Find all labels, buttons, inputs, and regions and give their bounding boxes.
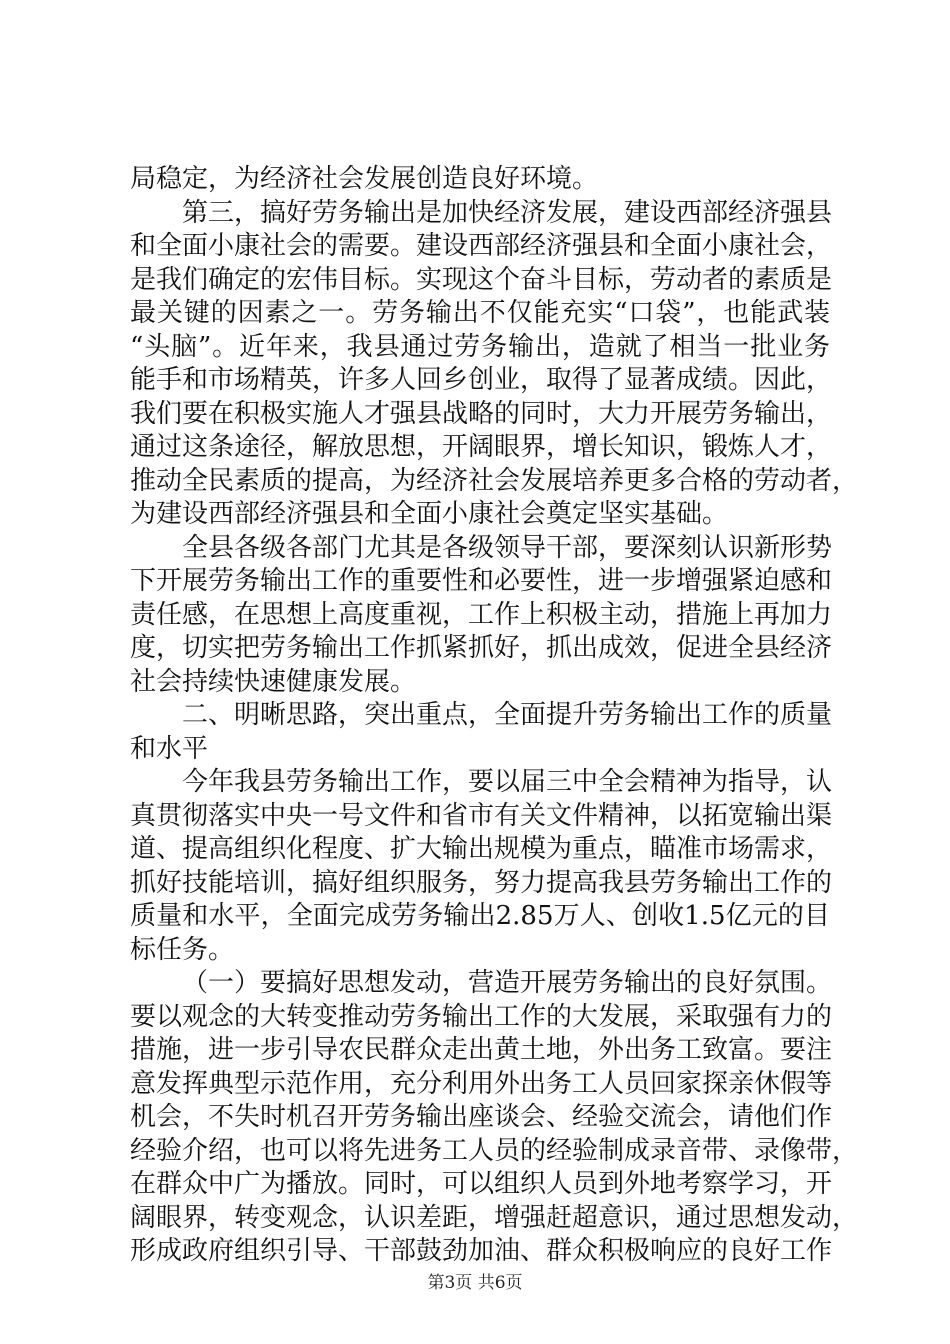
text-line: 最关键的因素之一。劳务输出不仅能充实“口袋”，也能武装 <box>130 298 830 328</box>
text-line: 形成政府组织引导、干部鼓劲加油、群众积极响应的良好工作 <box>130 1236 833 1266</box>
page-number-footer: 第3页 共6页 <box>427 1273 523 1293</box>
text-line: 机会，不失时机召开劳务输出座谈会、经验交流会，请他们作 <box>130 1102 833 1132</box>
text-line: 质量和水平，全面完成劳务输出2.85万人、创收1.5亿元的目 <box>130 901 830 931</box>
text-line: 二、明晰思路，突出重点，全面提升劳务输出工作的质量 <box>182 700 833 730</box>
text-line: 意发挥典型示范作用，充分利用外出务工人员回家探亲休假等 <box>130 1068 833 1099</box>
text-line: （一）要搞好思想发动，营造开展劳务输出的良好氛围。 <box>182 968 833 998</box>
text-line: 阔眼界，转变观念，认识差距，增强赶超意识，通过思想发动， <box>130 1202 859 1233</box>
text-line: 推动全民素质的提高，为经济社会发展培养更多合格的劳动者， <box>130 465 859 496</box>
text-line: 度，切实把劳务输出工作抓紧抓好，抓出成效，促进全县经济 <box>130 633 833 663</box>
text-line: 标任务。 <box>130 934 235 965</box>
text-line: 社会持续快速健康发展。 <box>130 666 417 697</box>
text-line: 是我们确定的宏伟目标。实现这个奋斗目标，劳动者的素质是 <box>130 264 833 295</box>
text-line: 我们要在积极实施人才强县战略的同时，大力开展劳务输出， <box>130 398 833 429</box>
text-line: 真贯彻落实中央一号文件和省市有关文件精神，以拓宽输出渠 <box>130 800 833 831</box>
text-line: 今年我县劳务输出工作，要以届三中全会精神为指导，认 <box>182 767 833 797</box>
text-line: “头脑”。近年来，我县通过劳务输出，造就了相当一批业务 <box>130 331 830 362</box>
text-line: 全县各级各部门尤其是各级领导干部，要深刻认识新形势 <box>182 532 833 563</box>
text-line: 责任感，在思想上高度重视，工作上积极主动，措施上再加力 <box>130 599 833 630</box>
text-line: 在群众中广为播放。同时，可以组织人员到外地考察学习，开 <box>130 1169 833 1199</box>
text-line: 经验介绍，也可以将先进务工人员的经验制成录音带、录像带， <box>130 1135 859 1166</box>
text-line: 要以观念的大转变推动劳务输出工作的大发展，采取强有力的 <box>130 1001 833 1032</box>
text-line: 通过这条途径，解放思想，开阔眼界，增长知识，锻炼人才， <box>130 432 833 462</box>
body-text <box>130 163 859 1269</box>
text-line: 道、提高组织化程度、扩大输出规模为重点，瞄准市场需求， <box>130 834 833 864</box>
text-line: 抓好技能培训，搞好组织服务，努力提高我县劳务输出工作的 <box>130 867 833 898</box>
text-line: 为建设西部经济强县和全面小康社会奠定坚实基础。 <box>130 499 729 529</box>
text-line: 能手和市场精英，许多人回乡创业，取得了显著成绩。因此， <box>130 365 833 395</box>
text-line: 和水平 <box>130 733 209 764</box>
text-line: 局稳定，为经济社会发展创造良好环境。 <box>130 164 599 194</box>
text-line: 下开展劳务输出工作的重要性和必要性，进一步增强紧迫感和 <box>130 566 833 596</box>
text-line: 措施，进一步引导农民群众走出黄土地，外出务工致富。要注 <box>130 1035 833 1065</box>
text-line: 和全面小康社会的需要。建设西部经济强县和全面小康社会， <box>130 231 833 261</box>
text-line: 第三，搞好劳务输出是加快经济发展，建设西部经济强县 <box>182 197 833 228</box>
